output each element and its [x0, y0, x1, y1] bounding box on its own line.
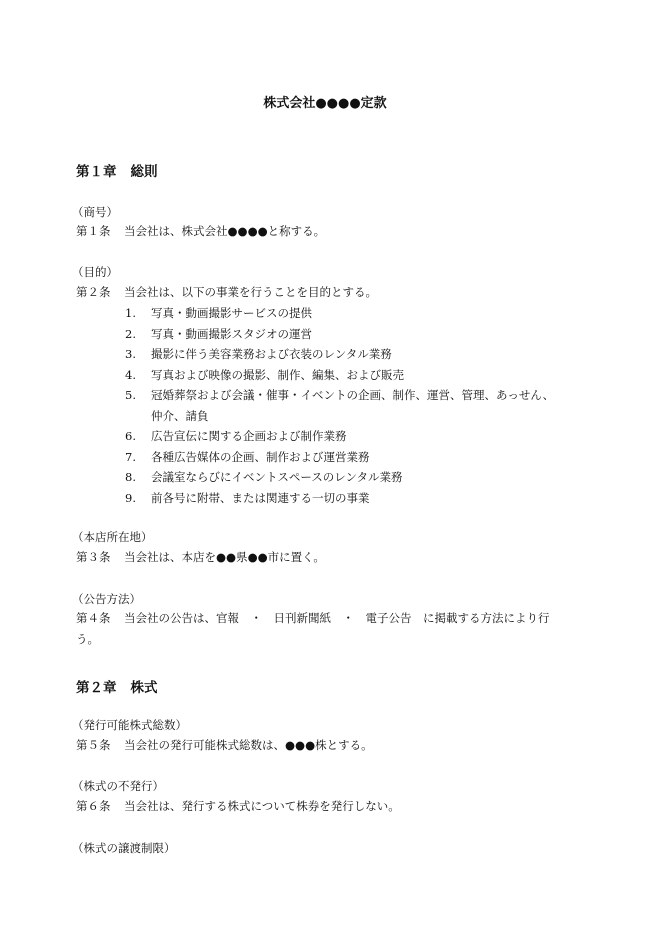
chapter-name: 株式 [130, 680, 158, 696]
list-item [125, 385, 565, 426]
article-2 [76, 282, 576, 303]
item-number: 1. [125, 306, 136, 320]
article-6 [76, 796, 576, 817]
item-text: 各種広告媒体の企画、制作および運営業務 [151, 449, 370, 464]
article-text: 当会社の発行可能株式総数は、●●●株とする。 [124, 738, 373, 752]
article-1-heading: （商号） [72, 205, 118, 219]
list-item [125, 426, 565, 447]
article-number: 第２条 [76, 285, 111, 299]
item-number: 4. [125, 367, 136, 382]
list-item [125, 303, 565, 324]
chapter-number: 第２章 [76, 680, 117, 696]
article-5-heading: （発行可能株式総数） [72, 718, 187, 732]
item-number: 9. [125, 490, 136, 505]
item-number: 5. [125, 388, 136, 402]
chapter-name: 総則 [130, 164, 158, 180]
article-number: 第４条 [76, 611, 111, 625]
item-text: 冠婚葬祭および会議・催事・イベントの企画、制作、運営、管理、あっせん、仲介、請負 [151, 388, 555, 423]
item-text: 写真・動画撮影スタジオの運営 [151, 326, 312, 341]
list-item [125, 365, 565, 386]
list-item [125, 447, 565, 468]
article-text: 当会社は、本店を●●県●●市に置く。 [124, 550, 325, 564]
item-number: 2. [125, 326, 136, 341]
item-text: 会議室ならびにイベントスペースのレンタル業務 [151, 470, 403, 484]
item-number: 7. [125, 449, 136, 464]
article-text: 当会社の公告は、官報 ・ 日刊新聞紙 ・ 電子公告 に掲載する方法により行う。 [76, 611, 550, 646]
article-1 [76, 221, 576, 242]
item-number: 8. [125, 470, 136, 484]
article-text: 当会社は、発行する株式について株券を発行しない。 [124, 799, 400, 813]
article-3 [76, 547, 576, 568]
item-text: 広告宣伝に関する企画および制作業務 [151, 429, 347, 443]
article-number: 第３条 [76, 550, 111, 564]
article-text: 当会社は、株式会社●●●●と称する。 [124, 224, 326, 238]
article-number: 第１条 [76, 224, 111, 238]
item-text: 写真および映像の撮影、制作、編集、および販売 [151, 367, 404, 382]
article-7-heading: （株式の譲渡制限） [72, 841, 176, 855]
list-item [125, 488, 565, 509]
article-number: 第６条 [76, 799, 111, 813]
article-3-heading: （本店所在地） [72, 530, 153, 544]
article-6-heading: （株式の不発行） [72, 779, 164, 793]
item-text: 撮影に伴う美容業務および衣装のレンタル業務 [151, 347, 392, 361]
chapter-number: 第１章 [76, 164, 117, 180]
document-title: 株式会社●●●●定款 [263, 96, 387, 111]
article-5 [76, 735, 576, 756]
article-2-heading: （目的） [72, 265, 118, 279]
list-item [125, 324, 565, 345]
article-text: 当会社は、以下の事業を行うことを目的とする。 [124, 285, 377, 299]
chapter-2-heading [76, 676, 158, 696]
business-purpose-list [125, 303, 565, 508]
list-item [125, 344, 565, 365]
item-number: 3. [125, 347, 136, 361]
item-number: 6. [125, 429, 136, 443]
item-text: 前各号に附帯、または関連する一切の事業 [151, 490, 370, 505]
article-4-heading: （公告方法） [72, 592, 141, 606]
article-4 [76, 608, 570, 650]
article-number: 第５条 [76, 738, 111, 752]
list-item [125, 467, 565, 488]
item-text: 写真・動画撮影サービスの提供 [151, 306, 312, 320]
chapter-1-heading [76, 160, 158, 180]
